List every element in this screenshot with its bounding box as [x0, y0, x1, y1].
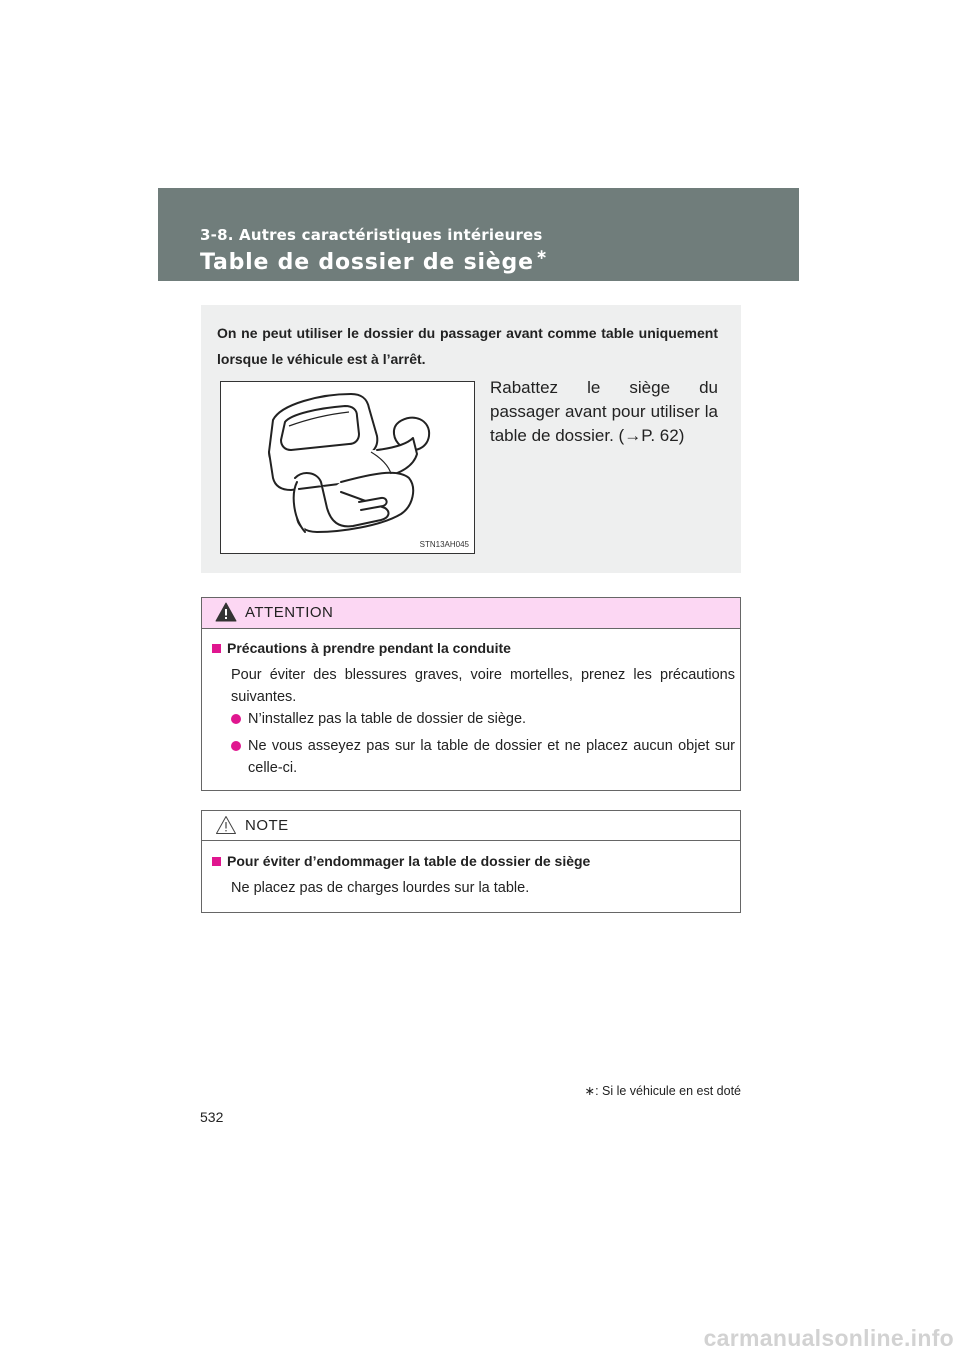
seat-table-illustration	[220, 381, 475, 554]
attention-bullet-2	[231, 735, 735, 779]
intro-instruction: Rabattez le siège du passager avant pour utiliser la table de dossier. (→P. 62)	[490, 378, 718, 445]
asterisk-icon: ∗	[535, 247, 549, 263]
attention-box	[201, 597, 741, 791]
attention-bullet-1	[231, 708, 735, 730]
note-header	[202, 811, 740, 841]
note-label: NOTE	[245, 817, 289, 834]
page-number: 532	[200, 1109, 224, 1125]
attention-item-title	[212, 640, 511, 656]
footnote: ∗: Si le véhicule en est doté	[584, 1084, 741, 1098]
note-box	[201, 810, 741, 913]
attention-header	[202, 598, 740, 629]
attention-label: ATTENTION	[245, 604, 334, 621]
watermark: carmanualsonline.info	[703, 1325, 954, 1351]
note-body: Ne placez pas de charges lourdes sur la table.	[231, 880, 530, 896]
page-title	[200, 247, 549, 275]
intro-lead: On ne peut utiliser le dossier du passager avant comme table uniquement lorsque le véhicule est à l’arrêt.	[217, 325, 718, 367]
note-item-title-text: Pour éviter d’endommager la table de dossier de siège	[227, 853, 591, 869]
bullet-dot-icon	[231, 741, 241, 751]
warning-icon	[215, 602, 237, 622]
square-bullet-icon	[212, 644, 221, 653]
square-bullet-icon	[212, 857, 221, 866]
attention-body: Pour éviter des blessures graves, voire mortelles, prenez les précautions suivantes.	[231, 667, 735, 705]
caution-outline-icon	[215, 815, 237, 835]
attention-bullet-1-text: N’installez pas la table de dossier de siège.	[248, 711, 527, 727]
attention-item-title-text: Précautions à prendre pendant la conduite	[227, 640, 511, 656]
figure-code: STN13AH045	[419, 540, 469, 549]
folded-seat-drawing	[221, 382, 474, 553]
section-label: 3-8. Autres caractéristiques intérieures	[200, 226, 543, 244]
note-item-title	[212, 853, 590, 869]
bullet-dot-icon	[231, 714, 241, 724]
attention-bullet-2-text: Ne vous asseyez pas sur la table de dossier et ne placez aucun objet sur celle-ci.	[248, 738, 735, 776]
page-title-text: Table de dossier de siège	[200, 250, 534, 275]
